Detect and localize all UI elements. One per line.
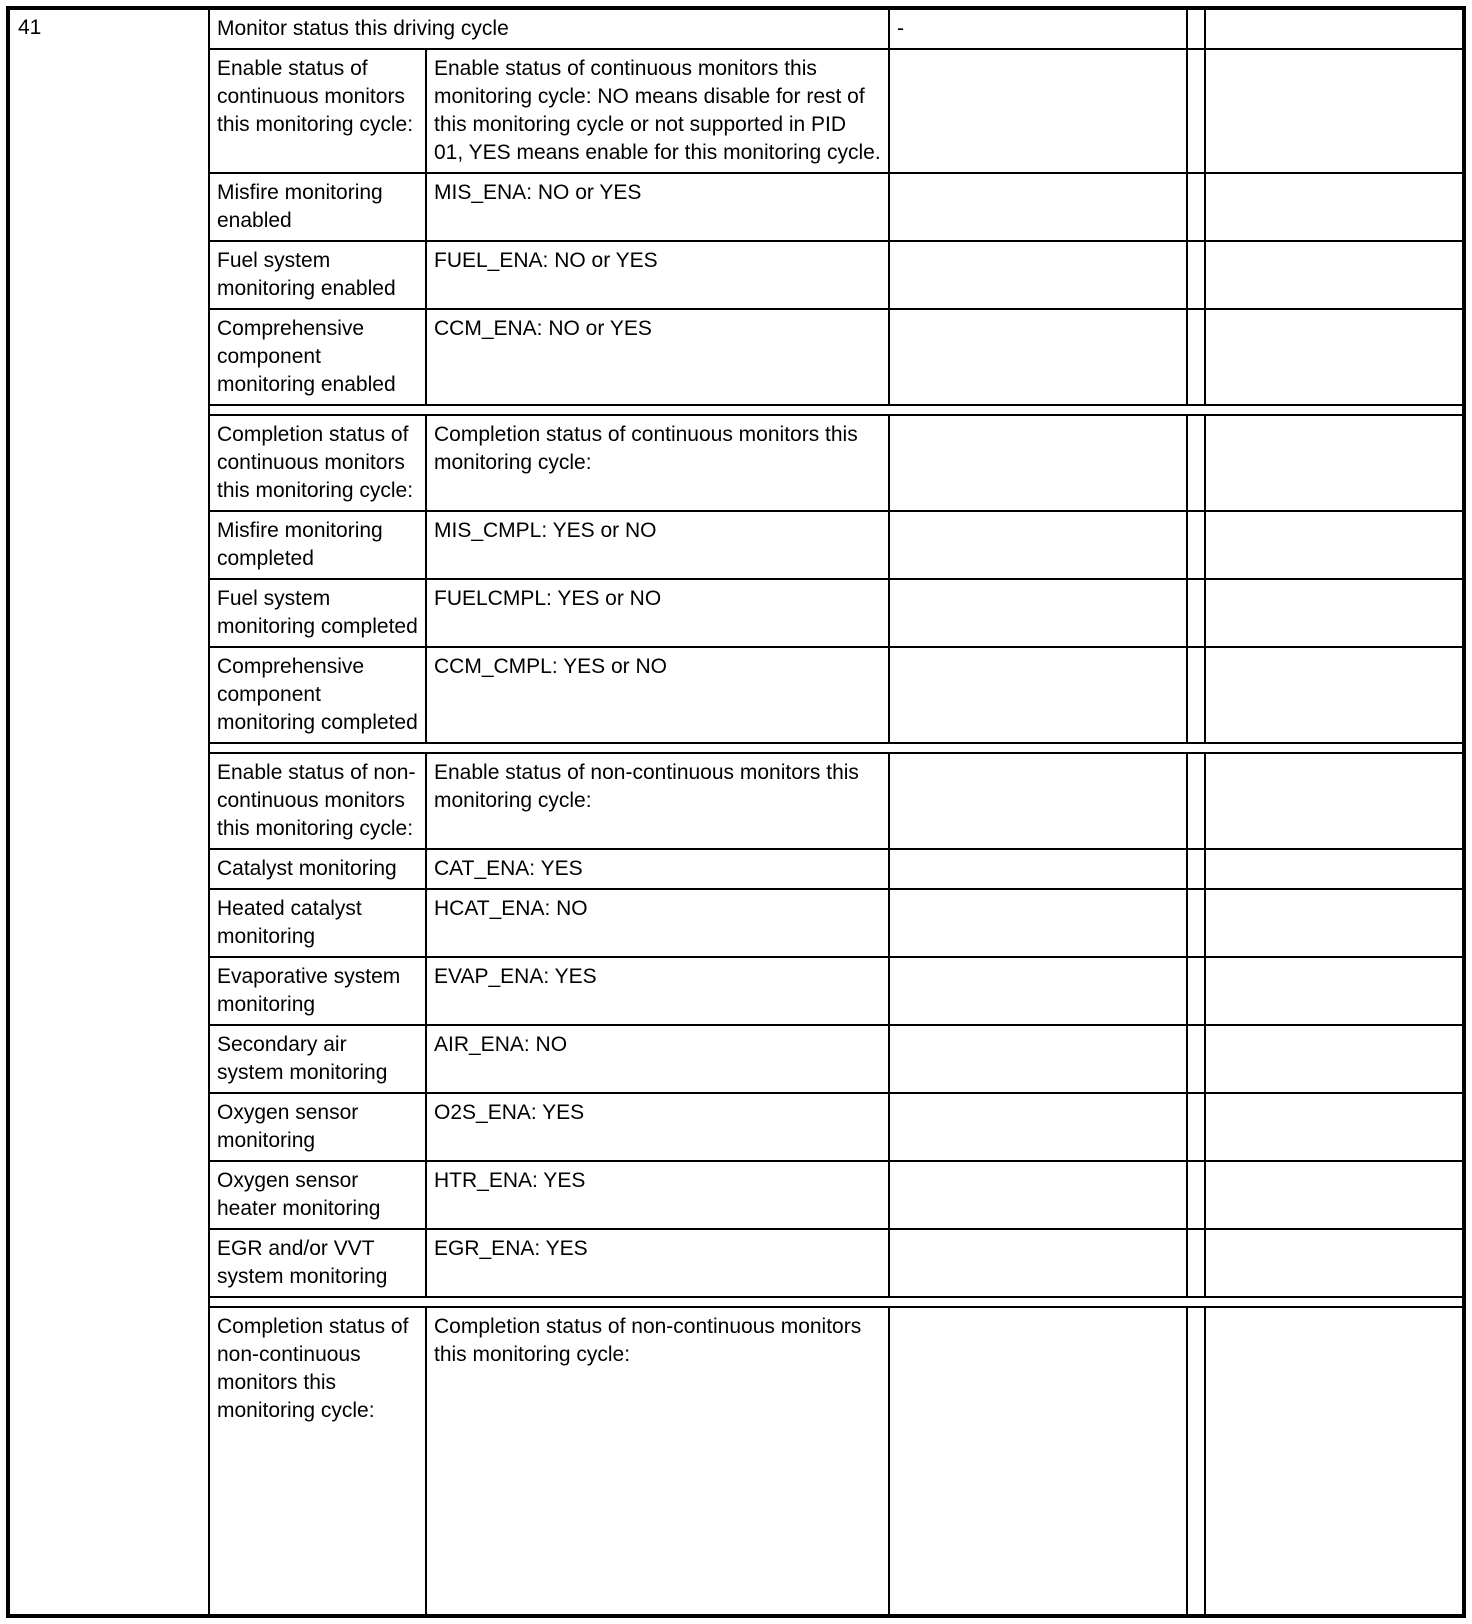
row-spacer-cell: [1186, 1162, 1204, 1228]
table-row: [210, 578, 1462, 646]
row-desc-cell: AIR_ENA: NO: [425, 1026, 888, 1092]
pid-number-cell: [10, 10, 210, 1614]
table-section: [210, 1306, 1462, 1614]
row-desc-cell: EVAP_ENA: YES: [425, 958, 888, 1024]
row-spacer-cell: [1186, 512, 1204, 578]
row-spacer-cell: [1186, 174, 1204, 240]
row-spacer-cell: [1186, 310, 1204, 404]
table-row: [210, 416, 1462, 510]
row-desc-cell: MIS_ENA: NO or YES: [425, 174, 888, 240]
row-desc-cell: Enable status of continuous monitors this monitoring cycle: NO means disable for rest of this monitoring cycle or not supported in PID 01, YES means enable for this monitoring cycle.: [425, 50, 888, 172]
table-row: [210, 848, 1462, 888]
row-value-cell: [888, 754, 1186, 848]
row-spacer-cell: [1186, 242, 1204, 308]
row-desc-cell: CAT_ENA: YES: [425, 850, 888, 888]
table-row: [210, 308, 1462, 404]
row-label-cell: Completion status of continuous monitors this monitoring cycle:: [217, 423, 414, 502]
row-desc-cell: CCM_CMPL: YES or NO: [425, 648, 888, 742]
header-value-cell: -: [888, 10, 1186, 48]
row-label-cell: Enable status of non-continuous monitors this monitoring cycle:: [217, 761, 416, 840]
row-desc-cell: HCAT_ENA: NO: [425, 890, 888, 956]
table-row: [210, 240, 1462, 308]
row-desc-cell: CCM_ENA: NO or YES: [425, 310, 888, 404]
header-label-cell: Monitor status this driving cycle: [217, 17, 509, 40]
row-notes-cell: [1204, 1230, 1462, 1296]
row-value-cell: [888, 1094, 1186, 1160]
table-body: [210, 10, 1462, 1614]
row-notes-cell: [1204, 1308, 1462, 1614]
table-section: [210, 752, 1462, 1298]
row-spacer-cell: [1186, 1094, 1204, 1160]
row-notes-cell: [1204, 174, 1462, 240]
row-desc-cell: MIS_CMPL: YES or NO: [425, 512, 888, 578]
row-label-cell: Comprehensive component monitoring enabled: [217, 317, 396, 396]
row-value-cell: [888, 416, 1186, 510]
row-desc-cell: Completion status of non-continuous monitors this monitoring cycle:: [425, 1308, 888, 1614]
row-notes-cell: [1204, 850, 1462, 888]
table-row: [210, 172, 1462, 240]
row-label-cell: Evaporative system monitoring: [217, 965, 401, 1016]
row-spacer-cell: [1186, 648, 1204, 742]
row-label-cell: Fuel system monitoring completed: [217, 587, 418, 638]
row-value-cell: [888, 1162, 1186, 1228]
row-label-cell: EGR and/or VVT system monitoring: [217, 1237, 388, 1288]
table-row: [210, 646, 1462, 742]
pid-table: [6, 6, 1466, 1618]
table-row: [210, 888, 1462, 956]
row-label-cell: Completion status of non-continuous monitors this monitoring cycle:: [217, 1315, 409, 1422]
row-value-cell: [888, 580, 1186, 646]
row-notes-cell: [1204, 416, 1462, 510]
row-spacer-cell: [1186, 850, 1204, 888]
row-desc-cell: O2S_ENA: YES: [425, 1094, 888, 1160]
row-label-cell: Oxygen sensor heater monitoring: [217, 1169, 381, 1220]
row-value-cell: [888, 174, 1186, 240]
row-desc-cell: FUEL_ENA: NO or YES: [425, 242, 888, 308]
row-label-cell: Comprehensive component monitoring completed: [217, 655, 418, 734]
row-notes-cell: [1204, 310, 1462, 404]
row-spacer-cell: [1186, 958, 1204, 1024]
row-notes-cell: [1204, 958, 1462, 1024]
row-desc-cell: Enable status of non-continuous monitors this monitoring cycle:: [425, 754, 888, 848]
table-row: [210, 1228, 1462, 1296]
row-value-cell: [888, 1230, 1186, 1296]
table-row: [210, 1092, 1462, 1160]
row-value-cell: [888, 1308, 1186, 1614]
row-desc-cell: HTR_ENA: YES: [425, 1162, 888, 1228]
monitor-header-row: [210, 10, 1462, 48]
row-notes-cell: [1204, 1026, 1462, 1092]
row-notes-cell: [1204, 10, 1462, 48]
row-value-cell: [888, 242, 1186, 308]
row-spacer-cell: [1186, 416, 1204, 510]
row-label-cell: Catalyst monitoring: [217, 857, 397, 880]
table-section: [210, 10, 1462, 406]
row-label-cell: Misfire monitoring completed: [217, 519, 383, 570]
row-value-cell: [888, 512, 1186, 578]
row-notes-cell: [1204, 512, 1462, 578]
table-row: [210, 1024, 1462, 1092]
row-value-cell: [888, 1026, 1186, 1092]
row-spacer-cell: [1186, 754, 1204, 848]
row-spacer-cell: [1186, 50, 1204, 172]
table-row: [210, 1308, 1462, 1614]
row-spacer-cell: [1186, 10, 1204, 48]
row-notes-cell: [1204, 1162, 1462, 1228]
row-value-cell: [888, 310, 1186, 404]
row-label-cell: Misfire monitoring enabled: [217, 181, 383, 232]
row-label-cell: Secondary air system monitoring: [217, 1033, 388, 1084]
row-desc-cell: FUELCMPL: YES or NO: [425, 580, 888, 646]
table-row: [210, 48, 1462, 172]
row-notes-cell: [1204, 1094, 1462, 1160]
row-value-cell: [888, 850, 1186, 888]
row-notes-cell: [1204, 890, 1462, 956]
row-spacer-cell: [1186, 890, 1204, 956]
row-notes-cell: [1204, 754, 1462, 848]
pid-number: 41: [18, 16, 42, 39]
table-section: [210, 414, 1462, 744]
row-spacer-cell: [1186, 1230, 1204, 1296]
table-row: [210, 956, 1462, 1024]
row-value-cell: [888, 890, 1186, 956]
row-value-cell: [888, 958, 1186, 1024]
row-value-cell: [888, 648, 1186, 742]
table-row: [210, 510, 1462, 578]
row-desc-cell: EGR_ENA: YES: [425, 1230, 888, 1296]
row-value-cell: [888, 50, 1186, 172]
row-label-cell: Enable status of continuous monitors this monitoring cycle:: [217, 57, 414, 136]
table-row: [210, 754, 1462, 848]
row-notes-cell: [1204, 242, 1462, 308]
row-label-cell: Oxygen sensor monitoring: [217, 1101, 359, 1152]
row-spacer-cell: [1186, 1026, 1204, 1092]
row-notes-cell: [1204, 50, 1462, 172]
row-label-cell: Fuel system monitoring enabled: [217, 249, 396, 300]
row-spacer-cell: [1186, 580, 1204, 646]
row-label-cell: Heated catalyst monitoring: [217, 897, 362, 948]
row-notes-cell: [1204, 648, 1462, 742]
row-spacer-cell: [1186, 1308, 1204, 1614]
row-notes-cell: [1204, 580, 1462, 646]
table-row: [210, 1160, 1462, 1228]
row-desc-cell: Completion status of continuous monitors this monitoring cycle:: [425, 416, 888, 510]
